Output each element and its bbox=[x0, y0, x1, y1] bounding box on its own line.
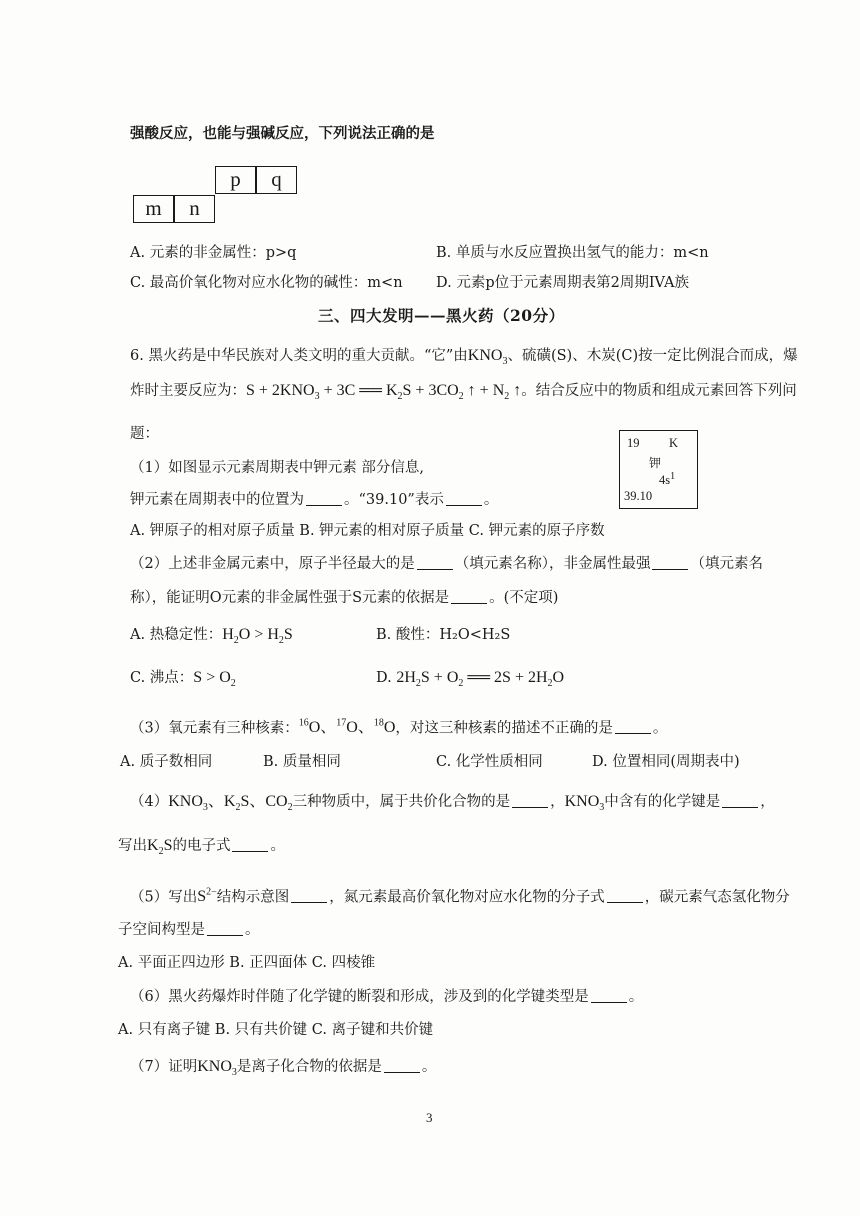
p3-text-a: （3）氧元素有三种核素： bbox=[130, 720, 299, 737]
p2-text-c: （填元素名 bbox=[690, 556, 763, 572]
q6-part4-line2: 写出$K_2S$的电子式 。 bbox=[118, 837, 285, 858]
q6-part4-line1: $(4)KNO_3$、$K_2S$、$CO_2$三种物质中，属于共价化合物的是 ，$KNO_3$中含有的化学键是 ， bbox=[130, 793, 775, 814]
potassium-element-box bbox=[619, 430, 698, 509]
p3-text-b: ，对这三种核素的描述不正确的是 bbox=[395, 720, 613, 737]
answer-blank[interactable] bbox=[591, 988, 627, 1003]
formula-h2o-gt-h2s: $H_2O > H_2S$ bbox=[222, 626, 293, 647]
p7-text-a: （7）证明 bbox=[130, 1059, 198, 1075]
q6-part5-line2: 子空间构型是 。 bbox=[118, 922, 260, 938]
q6-part2-option-c bbox=[130, 668, 236, 694]
compounds-list: $KNO_3$、$K_2S$、$CO_2$ bbox=[168, 793, 293, 814]
q6-part3-option-a: A. 质子数相同 bbox=[120, 754, 213, 770]
p4-text-b: 三种物质中，属于共价化合物的是 bbox=[292, 794, 511, 810]
formula-kno3: $KNO_3$ bbox=[467, 347, 508, 368]
p4-text-c: 中含有的化学键是 bbox=[604, 794, 721, 810]
q6-part2-option-b: B. 酸性：H₂O<H₂S bbox=[376, 627, 511, 643]
p2-opt-c-label: C. 沸点： bbox=[130, 670, 194, 686]
p5-text-e: 子空间构型是 bbox=[118, 922, 205, 938]
k-config-base: 4s bbox=[659, 473, 671, 488]
p2-opt-a-label: A. 热稳定性： bbox=[130, 627, 223, 643]
q6-part6-options: A. 只有离子键 B. 只有共价键 C. 离子键和共价键 bbox=[118, 1022, 434, 1038]
q6-part3-option-b: B. 质量相同 bbox=[263, 754, 341, 770]
q6-intro-line2 bbox=[130, 381, 797, 407]
ion-s2minus: $S^{2-}$ bbox=[197, 887, 217, 906]
q6-part2-line1 bbox=[130, 554, 763, 574]
answer-blank[interactable] bbox=[615, 719, 651, 734]
cell-m-label: m bbox=[145, 196, 162, 220]
p5-text-c: ，氮元素最高价氧化物对应水化物的分子式 bbox=[329, 889, 605, 906]
p4-text-d: 写出 bbox=[118, 838, 147, 854]
k-atomic-number: 19 bbox=[627, 436, 640, 450]
k-atomic-mass: 39.10 bbox=[624, 489, 653, 503]
formula-kno3-2: $KNO_3$ bbox=[564, 793, 605, 814]
q6-part5-line1 bbox=[130, 883, 790, 907]
q6-part3-line1 bbox=[130, 714, 667, 738]
k-config-sup: 1 bbox=[670, 471, 676, 482]
p4-text-e: 的电子式 bbox=[172, 838, 231, 854]
formula-s-gt-o2: $S > O_2$ bbox=[193, 669, 236, 690]
answer-blank[interactable] bbox=[722, 793, 758, 808]
answer-blank[interactable] bbox=[207, 921, 243, 936]
answer-blank[interactable] bbox=[446, 491, 482, 506]
cell-n bbox=[174, 195, 215, 223]
q6-part2-option-d bbox=[376, 668, 564, 694]
p6-text-a: （6）黑火药爆炸时伴随了化学键的断裂和形成，涉及到的化学键类型是 bbox=[130, 989, 589, 1005]
p4-text-a: （4） bbox=[130, 794, 169, 810]
answer-blank[interactable] bbox=[232, 837, 268, 852]
q6-part3-option-c: C. 化学性质相同 bbox=[436, 754, 543, 770]
p2-text-d: 称），能证明O元素的非金属性强于S元素的依据是 bbox=[130, 590, 450, 606]
q6-intro-line1 bbox=[130, 346, 798, 372]
answer-blank[interactable] bbox=[384, 1058, 420, 1073]
k-chinese-name: 钾 bbox=[649, 456, 662, 470]
q6-part1-line2 bbox=[130, 490, 498, 510]
cell-q-label: q bbox=[271, 167, 282, 191]
p1-text-a: 钾元素在周期表中的位置为 bbox=[130, 492, 304, 508]
q6-intro-2b: 。结合反应中的物质和组成元素回答下列问 bbox=[521, 383, 797, 399]
answer-blank[interactable] bbox=[306, 491, 342, 506]
q5-option-c: C. 最高价氧化物对应水化物的碱性：m<n bbox=[130, 275, 403, 291]
q5-option-b: B. 单质与水反应置换出氢气的能力：m<n bbox=[436, 245, 709, 261]
p2-text-e: 。(不定项) bbox=[489, 590, 559, 606]
reaction-equation: $S + 2KNO_3 + 3C$ ══ $K_2S + 3CO_2$ ↑ + $N_2$ ↑ bbox=[246, 382, 522, 403]
section-title: 三、四大发明——黑火药（20分） bbox=[318, 306, 565, 325]
k-electron-config bbox=[659, 471, 675, 488]
page-number: 3 bbox=[426, 1110, 433, 1125]
p2-text-a: （2）上述非金属元素中，原子半径最大的是 bbox=[130, 556, 415, 572]
q6-part1-options: A. 钾原子的相对原子质量 B. 钾元素的相对原子质量 C. 钾元素的原子序数 bbox=[130, 523, 605, 539]
q6-part2-option-a bbox=[130, 625, 293, 651]
q6-intro-1a: 6. 黑火药是中华民族对人类文明的重大贡献。“它”由 bbox=[130, 348, 468, 364]
cell-m bbox=[133, 195, 174, 223]
answer-blank[interactable] bbox=[512, 793, 548, 808]
p5-text-a: （5）写出 bbox=[130, 889, 198, 906]
isotopes-oxygen: $^{16}$O、$^{17}$O、$^{18}$O bbox=[298, 718, 396, 737]
q6-part3-option-d: D. 位置相同(周期表中) bbox=[592, 754, 740, 770]
p1-text-b: 。“39.10”表示 bbox=[344, 492, 444, 508]
q6-intro-2a: 炸时主要反应为： bbox=[130, 383, 246, 399]
p1-text-c: 。 bbox=[483, 492, 499, 508]
q5-option-d: D. 元素p位于元素周期表第2周期IVA族 bbox=[436, 275, 690, 291]
question-continuation: 强酸反应，也能与强碱反应，下列说法正确的是 bbox=[130, 125, 435, 142]
q6-intro-1b: 、硫磺(S)、木炭(C)按一定比例混合而成，爆 bbox=[507, 348, 798, 364]
q6-part2-line2 bbox=[130, 588, 558, 608]
p7-text-b: 是离子化合物的依据是 bbox=[236, 1059, 382, 1075]
answer-blank[interactable] bbox=[451, 589, 487, 604]
q5-option-a: A. 元素的非金属性：p>q bbox=[130, 245, 297, 261]
q6-part1-line1: （1）如图显示元素周期表中钾元素 部分信息, bbox=[130, 460, 424, 476]
cell-p bbox=[215, 166, 256, 194]
answer-blank[interactable] bbox=[607, 888, 643, 903]
answer-blank[interactable] bbox=[652, 555, 688, 570]
answer-blank[interactable] bbox=[417, 555, 453, 570]
p5-text-b: 结构示意图 bbox=[216, 889, 290, 906]
q6-part7-line1: （7）证明$KNO_3$是离子化合物的依据是 。 bbox=[130, 1058, 437, 1079]
formula-k2s: $K_2S$ bbox=[147, 837, 173, 858]
q6-part6-line1: （6）黑火药爆炸时伴随了化学键的断裂和形成，涉及到的化学键类型是 。 bbox=[130, 989, 644, 1005]
cell-q bbox=[256, 166, 297, 194]
cell-p-label: p bbox=[230, 167, 241, 191]
q6-part5-options: A. 平面正四边形 B. 正四面体 C. 四棱锥 bbox=[118, 955, 376, 971]
p2-text-b: （填元素名称），非金属性最强 bbox=[454, 556, 651, 572]
q6-intro-line3: 题： bbox=[130, 426, 159, 442]
cell-n-label: n bbox=[189, 196, 200, 220]
p3-text-c: 。 bbox=[652, 720, 668, 737]
k-symbol: K bbox=[669, 436, 679, 450]
formula-h2s-reaction: $2H_2S + O_2$ ══ $2S + 2H_2O$ bbox=[396, 669, 565, 690]
formula-kno3-3: $KNO_3$ bbox=[197, 1058, 237, 1079]
answer-blank[interactable] bbox=[291, 888, 327, 903]
p5-text-d: ，碳元素气态氢化物分 bbox=[644, 889, 790, 906]
p2-opt-d-label: D. bbox=[376, 670, 397, 686]
